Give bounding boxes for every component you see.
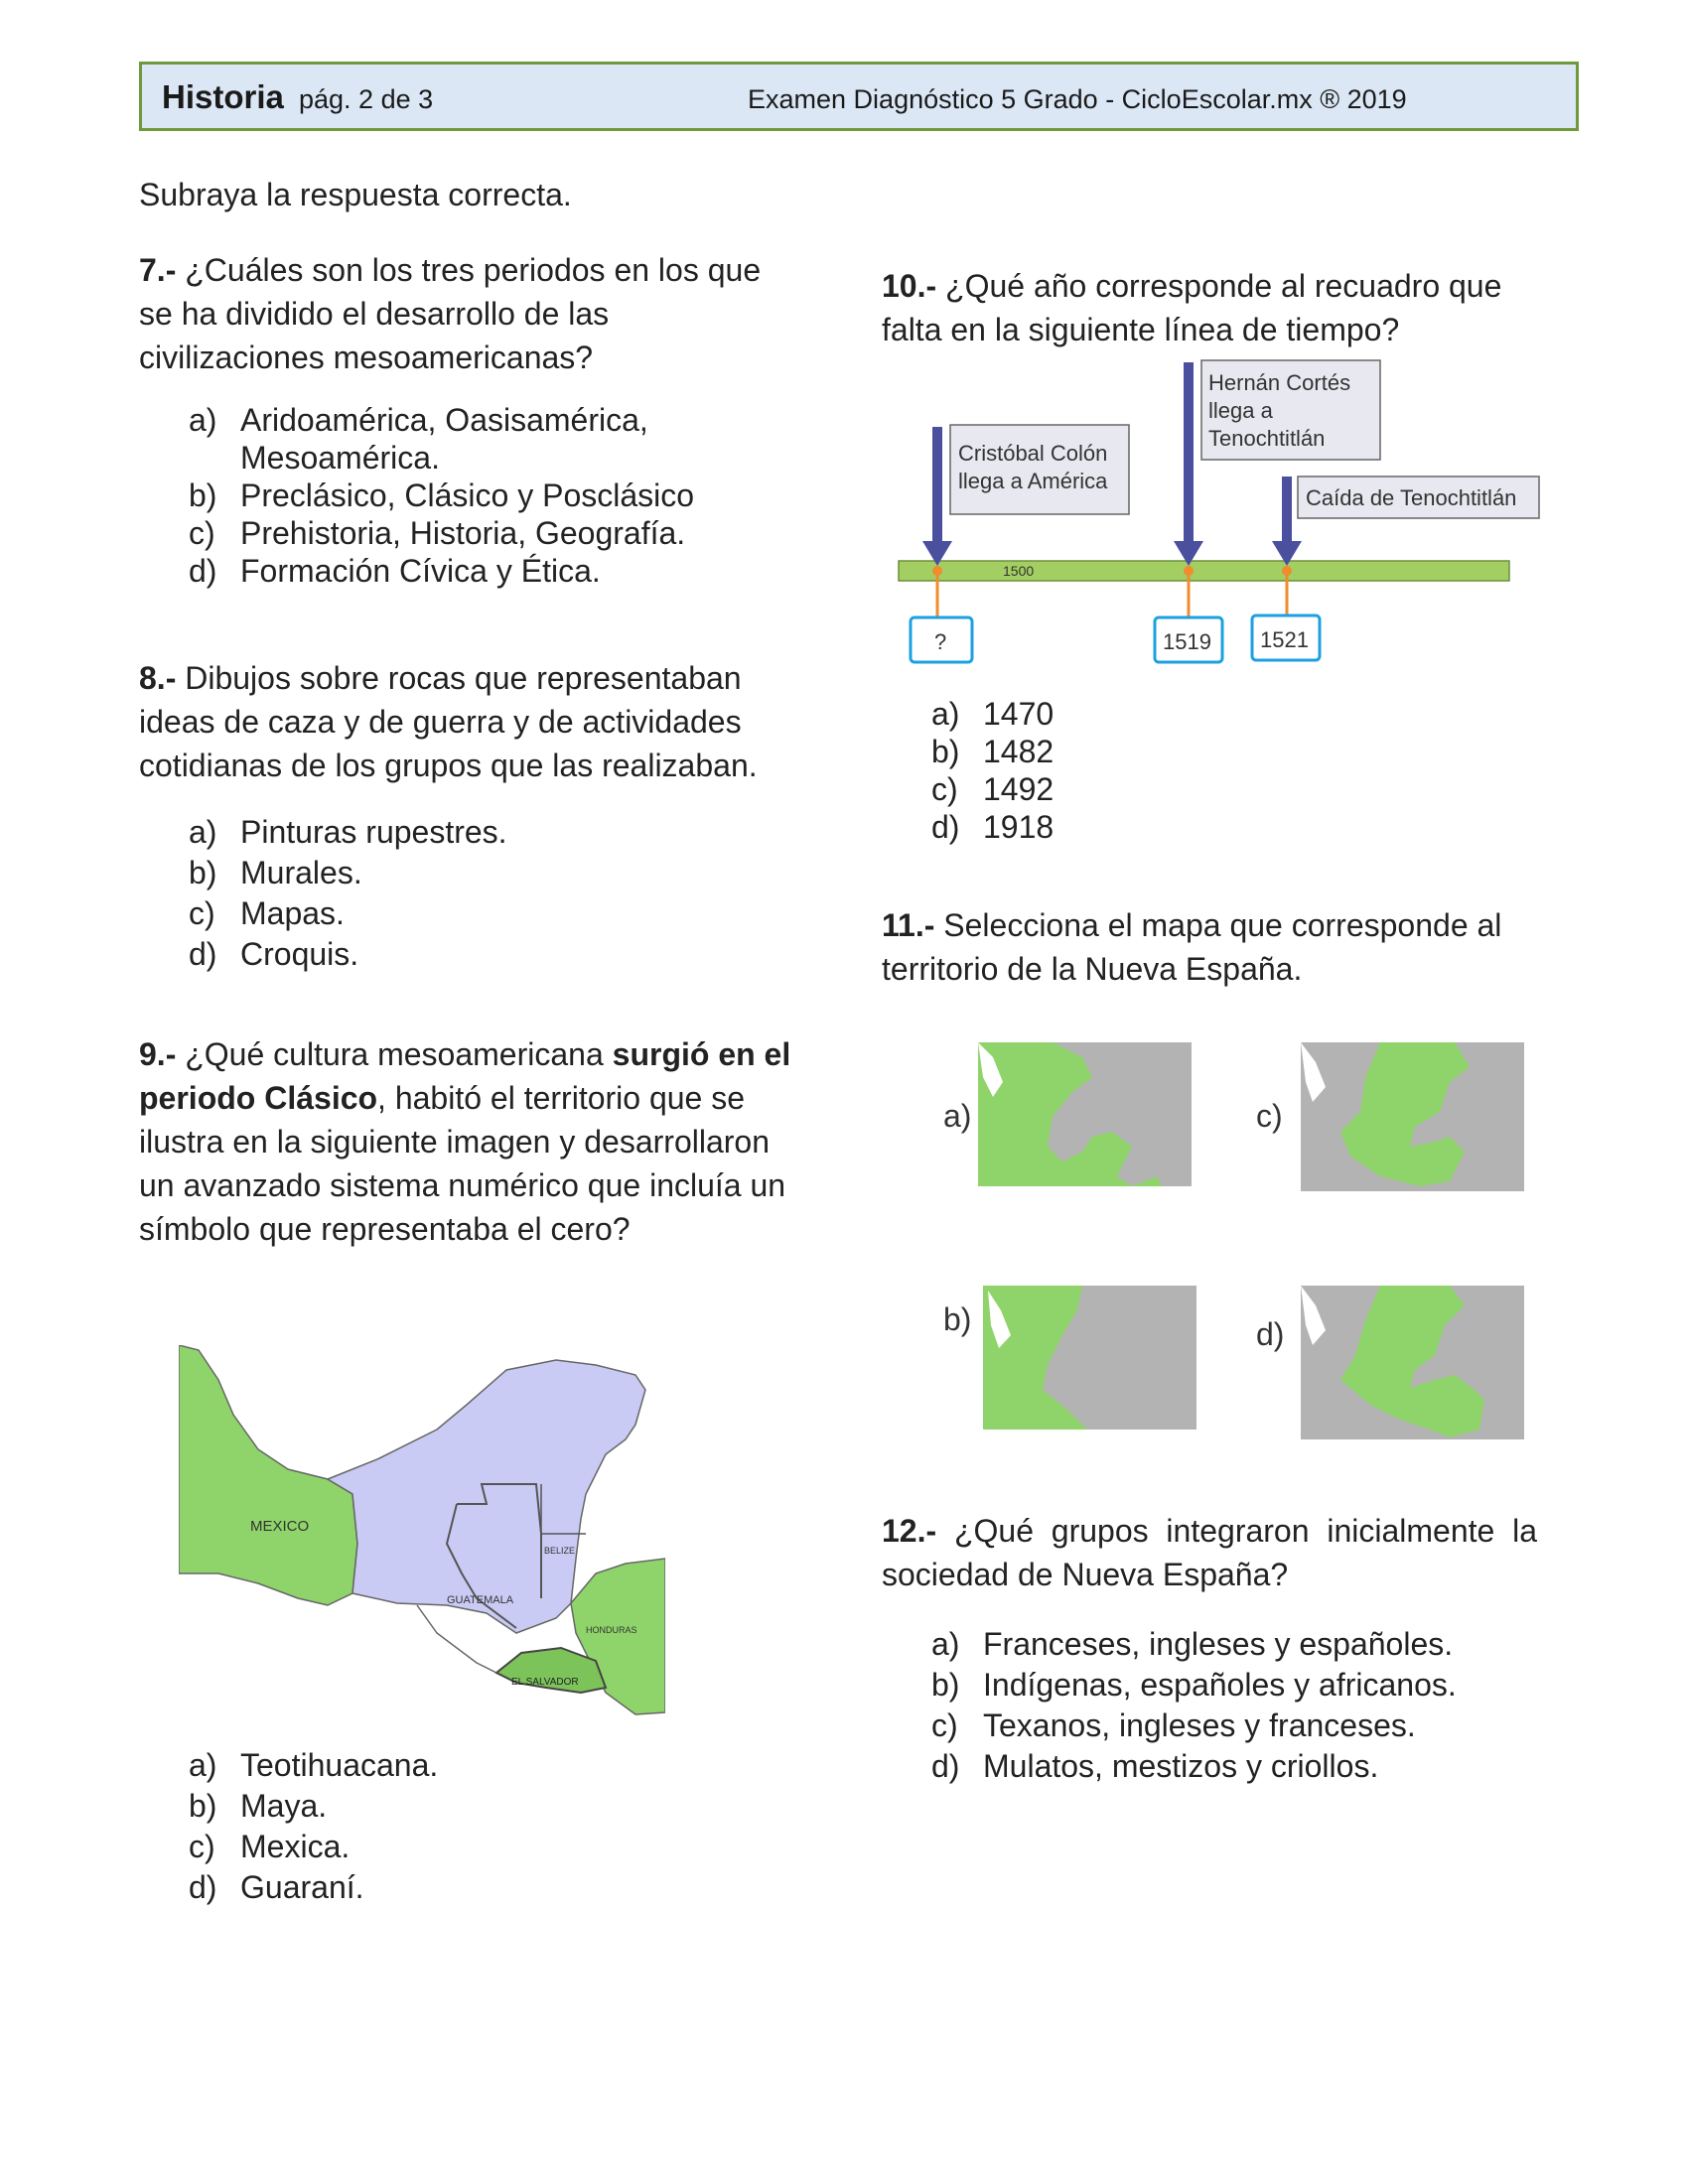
svg-text:c): c) [1256,1098,1283,1134]
option-c[interactable]: c) 1492 [931,771,1055,807]
page-number: pág. 2 de 3 [299,84,434,114]
option-c[interactable]: c) Mapas. [189,895,345,931]
timeline [889,357,1544,680]
question-number: 9.- [139,1036,177,1072]
event-label: Cristóbal Colón [958,441,1108,466]
svg-text:d): d) [1256,1316,1285,1352]
question-text: ¿Qué cultura mesoamericana [185,1036,613,1072]
question-number: 11.- [882,907,935,943]
map-label-mexico: MEXICO [250,1518,310,1535]
option-c[interactable]: c) Prehistoria, Historia, Geografía. [189,515,686,551]
event-label: Caída de Tenochtitlán [1306,485,1517,510]
map-label-el-salvador: EL SALVADOR [511,1677,579,1688]
question-number: 7.- [139,252,177,288]
option-b[interactable]: b) Maya. [189,1788,328,1824]
question-text-bold: surgió en el periodo Clásico [139,1036,791,1116]
option-b[interactable]: b) Murales. [189,855,362,890]
q7-options [189,401,784,590]
option-b[interactable]: b) 1482 [931,734,1055,769]
question-text: Dibujos sobre rocas que representaban ideas de caza y de guerra y de actividades cotidianas de los grupos que las realizaban. [139,660,758,783]
q8-options [189,812,507,975]
question-11 [882,903,1537,991]
question-text: ¿Cuáles son los tres periodos en los que se ha dividido el desarrollo de las civilizaciones mesoamericanas? [139,252,762,375]
question-number: 12.- [882,1513,937,1549]
svg-text:b): b) [943,1301,972,1337]
q12-options [931,1624,1457,1787]
svg-text:a): a) [943,1098,972,1134]
page-header [139,62,1579,131]
option-c[interactable]: c) Mexica. [189,1829,351,1864]
event-label: Tenochtitlán [1208,426,1326,451]
option-a[interactable]: a) Teotihuacana. [189,1747,439,1783]
q9-options [189,1745,438,1908]
question-text: Selecciona el mapa que corresponde al territorio de la Nueva España. [882,907,1502,987]
option-d[interactable]: d) Guaraní. [189,1869,364,1905]
map-label-belize: BELIZE [544,1546,576,1556]
map-option-a[interactable] [933,1037,1192,1201]
question-9 [139,1032,794,1251]
option-b[interactable]: b) Indígenas, españoles y africanos. [931,1667,1457,1703]
option-a[interactable]: a) Franceses, ingleses y españoles. [931,1626,1454,1662]
event-year: 1521 [1260,627,1309,652]
q10-options [931,695,1054,846]
option-d[interactable]: d) Croquis. [189,936,359,972]
map-label-honduras: HONDURAS [586,1625,637,1635]
map-option-c[interactable] [1251,1037,1529,1201]
option-a[interactable]: a) Pinturas rupestres. [189,814,507,850]
instruction: Subraya la respuesta correcta. [139,177,572,212]
question-text: ¿Qué año corresponde al recuadro que falta en la siguiente línea de tiempo? [882,268,1502,347]
exam-title: Examen Diagnóstico 5 Grado - CicloEscolar.mx ® 2019 [748,84,1407,114]
option-b[interactable]: b) Preclásico, Clásico y Posclásico [189,478,695,513]
question-text: ¿Qué grupos integraron inicialmente la sociedad de Nueva España? [882,1513,1538,1592]
question-7 [139,248,794,379]
option-d[interactable]: d) 1918 [931,809,1055,845]
option-a[interactable]: a) 1470 [931,696,1055,732]
map-label-guatemala: GUATEMALA [447,1594,514,1606]
map-option-d[interactable] [1251,1281,1529,1454]
option-d[interactable]: d) Formación Cívica y Ética. [189,553,601,589]
event-label: llega a [1208,398,1273,423]
question-text: , habitó el territorio que se ilustra en la siguiente imagen y desarrollaron un avanzado sistema numérico que incluía un símbolo que representaba el cero? [139,1080,786,1247]
question-number: 10.- [882,268,937,304]
map-option-b[interactable] [933,1281,1201,1444]
question-8 [139,656,794,787]
option-a[interactable]: a) Aridoamérica, Oasisamérica, Mesoamérica. [189,402,648,476]
question-10 [882,264,1537,351]
question-number: 8.- [139,660,177,696]
event-year-missing: ? [934,629,947,654]
event-label: Hernán Cortés [1208,370,1351,395]
subject-title: Historia [162,78,284,115]
option-d[interactable]: d) Mulatos, mestizos y criollos. [931,1748,1379,1784]
event-year: 1519 [1163,629,1211,654]
timeline-axis-label: 1500 [1003,563,1035,579]
event-label: llega a América [958,469,1108,493]
question-12 [882,1509,1537,1596]
option-c[interactable]: c) Texanos, ingleses y franceses. [931,1707,1416,1743]
maya-region-map [179,1345,665,1727]
